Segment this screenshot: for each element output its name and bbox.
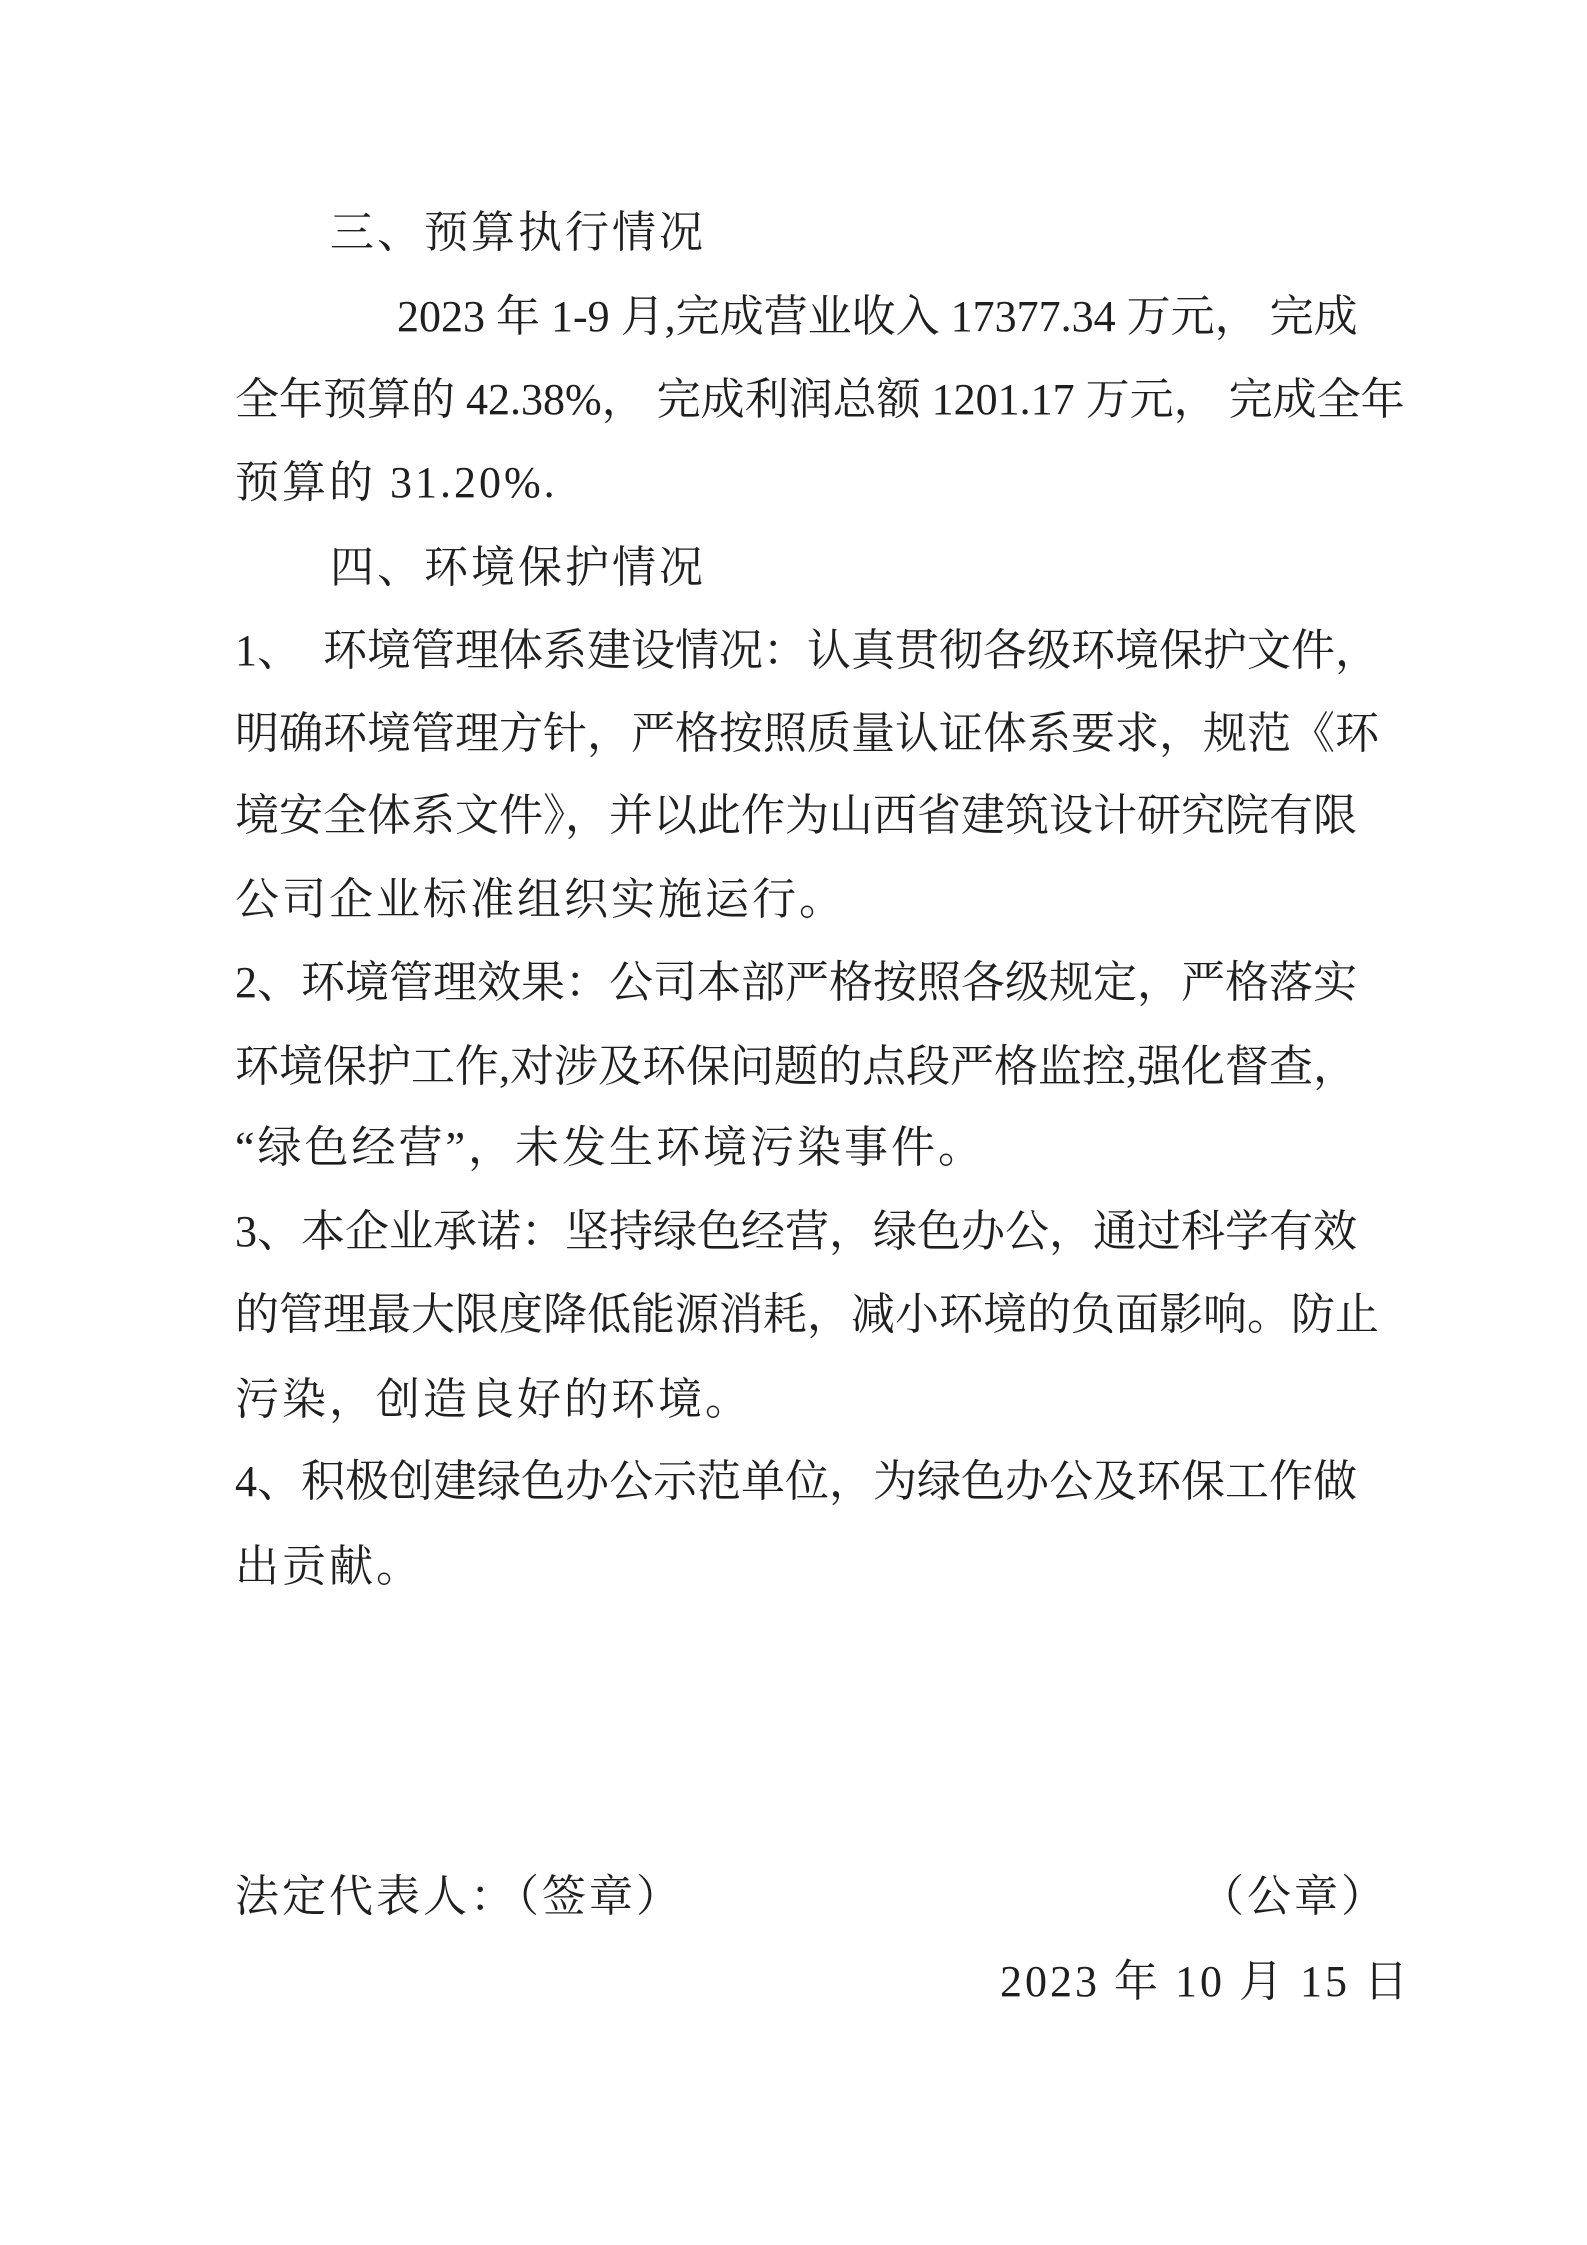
legal-representative-signature-label: 法定代表人：（签章） bbox=[235, 1872, 683, 1921]
item-4-line-1: 4、积极创建绿色办公示范单位，为绿色办公及环保工作做 bbox=[235, 1457, 1357, 1506]
item-3-line-2: 的管理最大限度降低能源消耗，减小环境的负面影响。防止 bbox=[235, 1290, 1379, 1339]
item-4-line-2: 出贡献。 bbox=[235, 1542, 423, 1591]
document-date: 2023 年 10 月 15 日 bbox=[1000, 1957, 1411, 2006]
official-seal-label: （公章） bbox=[1200, 1872, 1388, 1921]
item-1-line-4: 公司企业标准组织实施运行。 bbox=[235, 875, 846, 924]
item-1-line-1: 1、 环境管理体系建设情况：认真贯彻各级环境保护文件， bbox=[235, 626, 1379, 675]
paragraph-budget-line-3: 预算的 31.20%. bbox=[235, 458, 558, 507]
item-3-line-3: 污染，创造良好的环境。 bbox=[235, 1375, 752, 1424]
item-3-line-1: 3、本企业承诺：坚持绿色经营，绿色办公，通过科学有效 bbox=[235, 1207, 1357, 1256]
item-1-line-3: 境安全体系文件》，并以此作为山西省建筑设计研究院有限 bbox=[235, 791, 1357, 840]
section-4-heading: 四、环境保护情况 bbox=[330, 543, 706, 592]
item-2-line-1: 2、环境管理效果：公司本部严格按照各级规定，严格落实 bbox=[235, 958, 1357, 1007]
item-1-line-2: 明确环境管理方针，严格按照质量认证体系要求，规范《环 bbox=[235, 709, 1379, 758]
section-3-heading: 三、预算执行情况 bbox=[330, 208, 706, 257]
item-2-line-3: “绿色经营”，未发生环境污染事件。 bbox=[235, 1123, 986, 1172]
item-2-line-2: 环境保护工作,对涉及环保问题的点段严格监控,强化督查， bbox=[235, 1042, 1357, 1091]
paragraph-budget-line-2: 全年预算的 42.38%， 完成利润总额 1201.17 万元， 完成全年 bbox=[235, 375, 1405, 424]
paragraph-budget-line-1: 2023 年 1-9 月,完成营业收入 17377.34 万元， 完成 bbox=[397, 292, 1358, 341]
